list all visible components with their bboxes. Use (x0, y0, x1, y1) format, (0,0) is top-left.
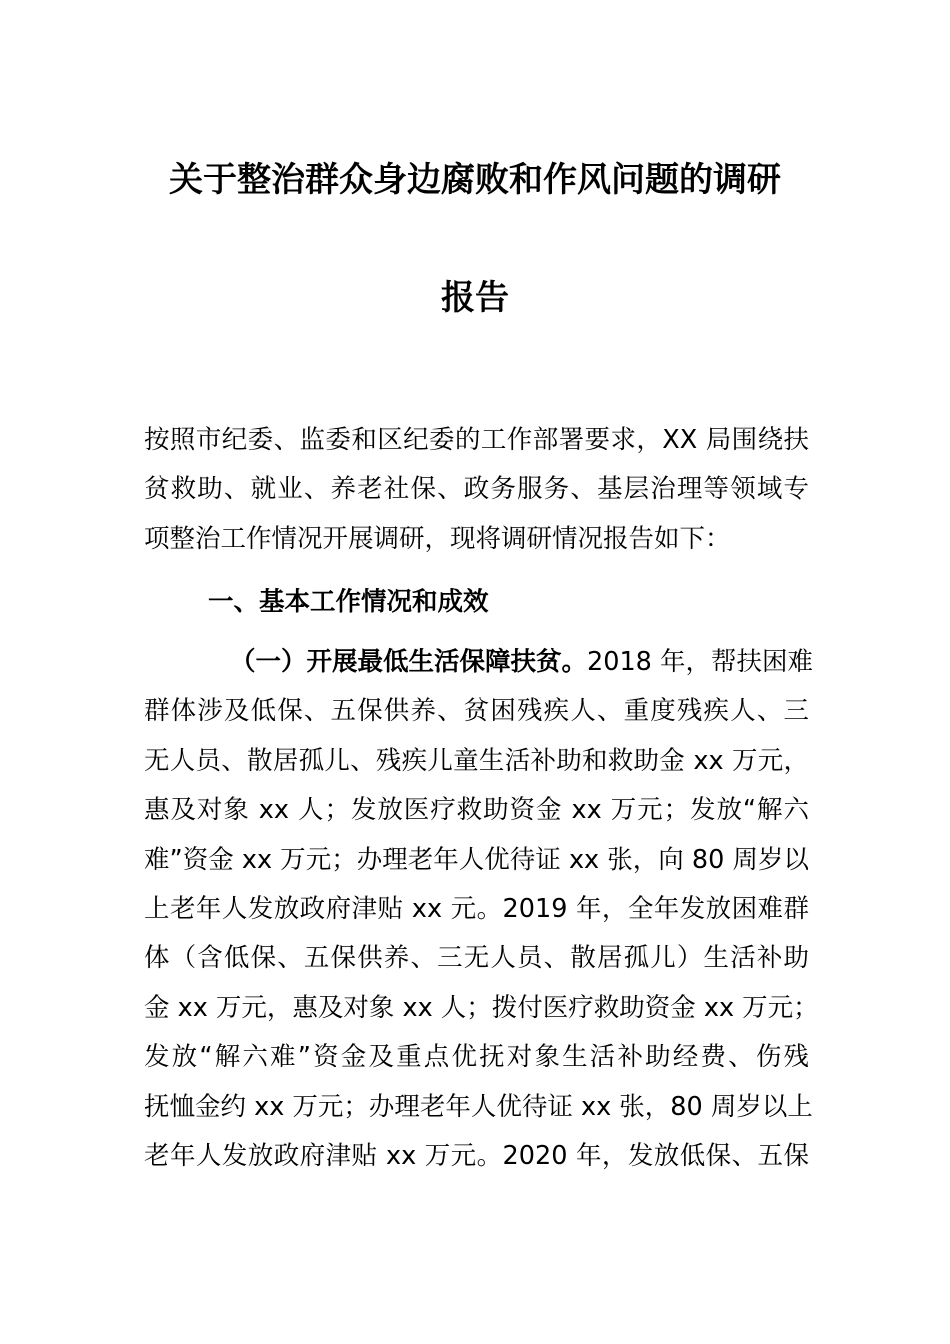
paragraph-1-first-rest: 2018 年，帮扶困难 (587, 647, 814, 677)
paragraph-1-line: 发放“解六难”资金及重点优抚对象生活补助经费、伤残 (144, 1042, 809, 1073)
paragraph-1-line: 老年人发放政府津贴 xx 万元。2020 年，发放低保、五保 (144, 1140, 809, 1171)
document-title-line-1: 关于整治群众身边腐败和作风问题的调研 (169, 160, 781, 200)
paragraph-1-line: 群体涉及低保、五保供养、贫困残疾人、重度残疾人、三 (144, 696, 809, 727)
intro-paragraph (144, 416, 809, 564)
paragraph-1-line: 上老年人发放政府津贴 xx 元。2019 年，全年发放困难群 (144, 893, 809, 924)
paragraph-1-lead: （一）开展最低生活保障扶贫。 (230, 647, 588, 677)
paragraph-1-line: 金 xx 万元，惠及对象 xx 人；拨付医疗救助资金 xx 万元； (144, 992, 819, 1023)
intro-line: 贫救助、就业、养老社保、政务服务、基层治理等领域专 (144, 474, 809, 505)
paragraph-1-line: 抚恤金约 xx 万元；办理老年人优待证 xx 张，80 周岁以上 (144, 1091, 813, 1122)
paragraph-1-line: 体（含低保、五保供养、三无人员、散居孤儿）生活补助 (144, 943, 809, 974)
paragraph-1-line: 难”资金 xx 万元；办理老年人优待证 xx 张，向 80 周岁以 (144, 844, 809, 875)
paragraph-1 (144, 638, 819, 1181)
paragraph-1-line: 惠及对象 xx 人；发放医疗救助资金 xx 万元；发放“解六 (144, 795, 809, 826)
paragraph-1-line: 无人员、散居孤儿、残疾儿童生活补助和救助金 xx 万元， (144, 745, 809, 776)
section-heading: 一、基本工作情况和成效 (208, 587, 489, 617)
document-title-line-2: 报告 (441, 278, 509, 318)
intro-line: 按照市纪委、监委和区纪委的工作部署要求，XX 局围绕扶 (144, 425, 809, 455)
intro-line: 项整治工作情况开展调研，现将调研情况报告如下： (144, 523, 731, 554)
paragraph-1-first-line (144, 638, 814, 687)
